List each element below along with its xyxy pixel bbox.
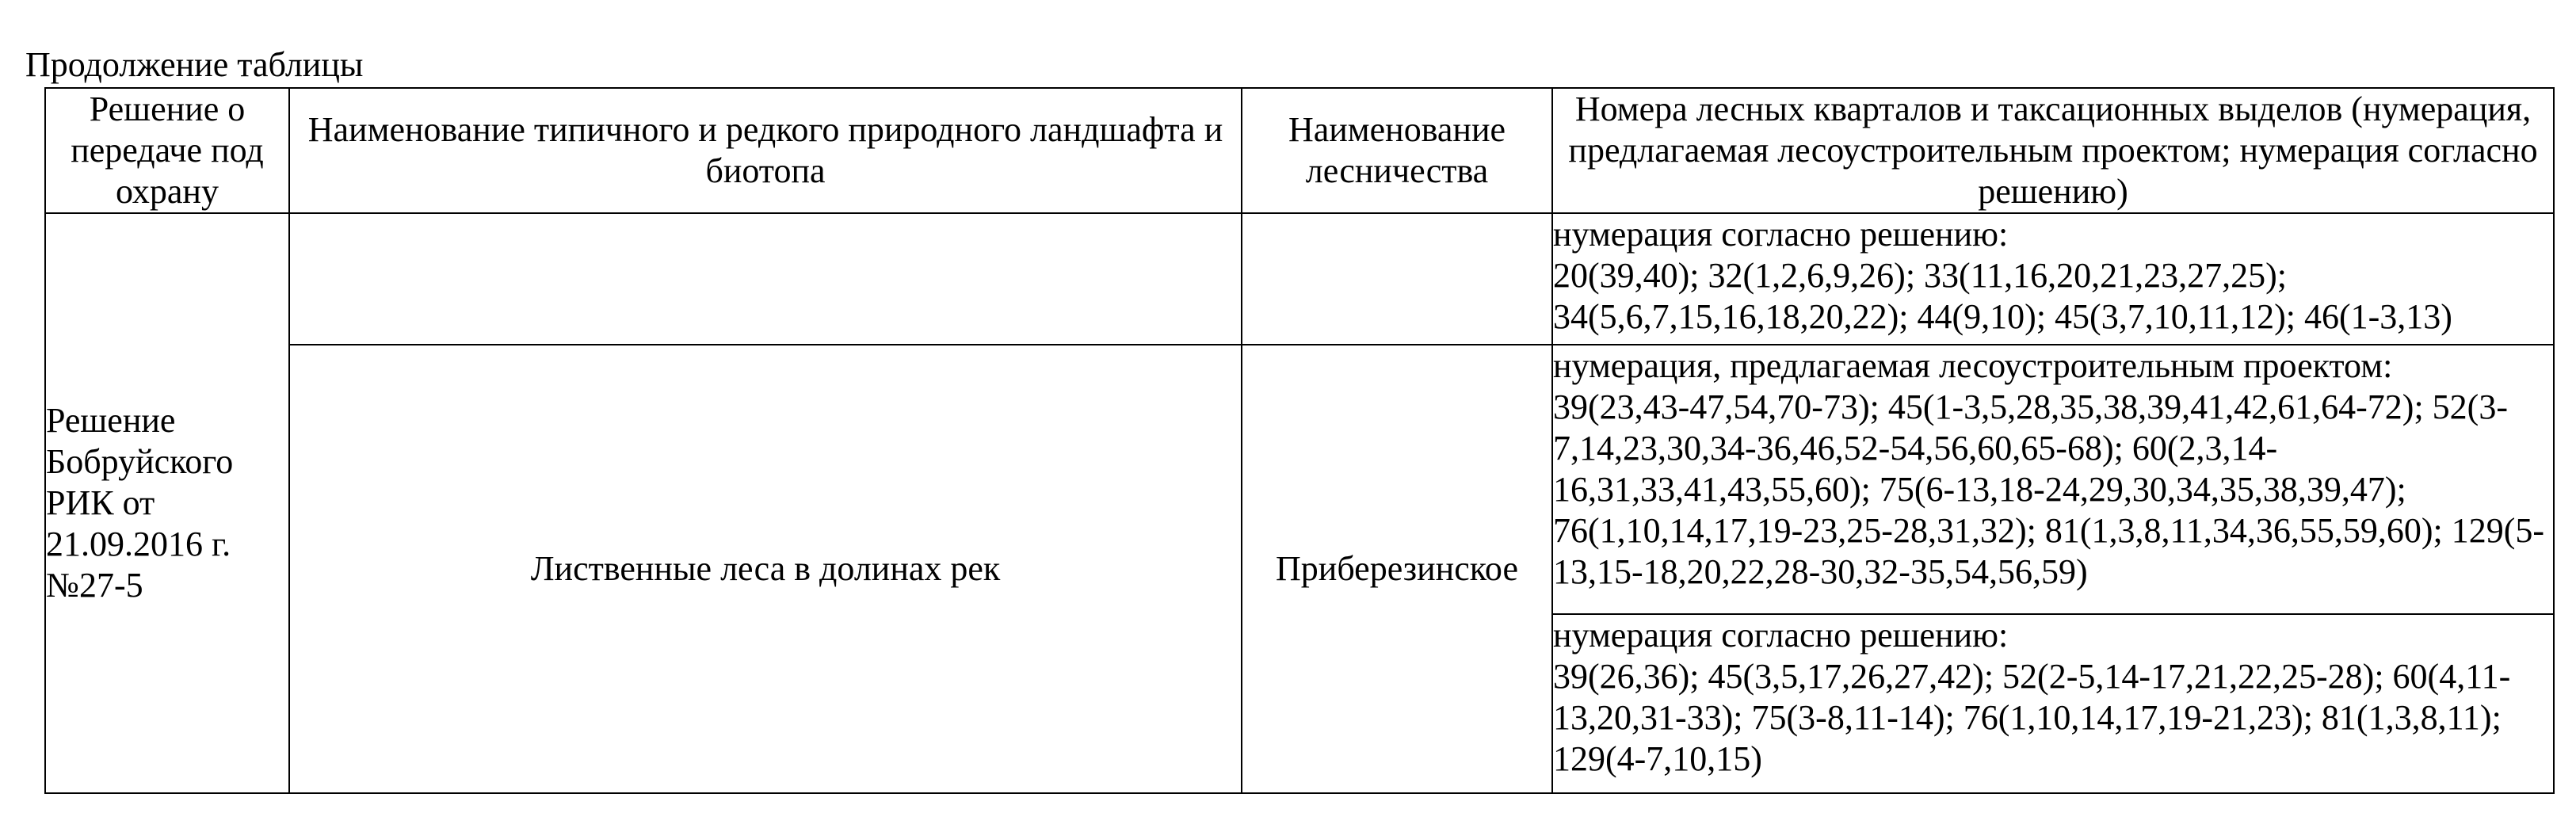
quarters-cell-decision-numbering-2 <box>1552 614 2554 793</box>
numbering-values: 39(26,36); 45(3,5,17,26,27,42); 52(2-5,14-17,21,22,25-28); 60(4,11-13,20,31-33); 75(3-8,11-14); 76(1,10,14,17,19-21,23); 81(1,3,8,11); 129(4-7,10,15) <box>1553 657 2511 778</box>
forest-quarters-table <box>44 87 2555 794</box>
header-landscape: Наименование типичного и редкого природного ландшафта и биотопа <box>289 88 1242 213</box>
numbering-values: 20(39,40); 32(1,2,6,9,26); 33(11,16,20,21,23,27,25); 34(5,6,7,15,16,18,20,22); 44(9,10); 45(3,7,10,11,12); 46(1-3,13) <box>1553 256 2452 336</box>
forestry-empty-cell <box>1242 213 1552 345</box>
header-decision: Решение о передаче под охрану <box>45 88 289 213</box>
landscape-empty-cell <box>289 213 1242 345</box>
quarters-cell-decision-numbering <box>1552 213 2554 345</box>
numbering-label: нумерация, предлагаемая лесоустроительным проектом: <box>1553 346 2393 385</box>
numbering-values: 39(23,43-47,54,70-73); 45(1-3,5,28,35,38,39,41,42,61,64-72); 52(3-7,14,23,30,34-36,46,52-54,56,60,65-68); 60(2,3,14-16,31,33,41,43,55,60); 75(6-13,18-24,29,30,34,35,38,39,47); 76(1,10,14,17,19-23,25-28,31,32); 81(1,3,8,11,34,36,55,59,60); 129(5-13,15-18,20,22,28-30,32-35,54,56,59) <box>1553 387 2545 591</box>
quarters-cell-project-numbering <box>1552 345 2554 614</box>
forestry-cell: Приберезинское <box>1242 345 1552 793</box>
table-caption: Продолжение таблицы <box>25 45 364 84</box>
header-forestry: Наименование лесничества <box>1242 88 1552 213</box>
landscape-cell: Лиственные леса в долинах рек <box>289 345 1242 793</box>
header-row <box>45 88 2554 213</box>
numbering-label: нумерация согласно решению: <box>1553 215 2009 254</box>
numbering-label: нумерация согласно решению: <box>1553 616 2009 655</box>
table-row <box>45 345 2554 614</box>
decision-cell: Решение Бобруйского РИК от 21.09.2016 г. №27-5 <box>45 213 289 793</box>
header-quarters: Номера лесных кварталов и таксационных выделов (нумерация, предлагаемая лесоустроительным проектом; нумерация согласно решению) <box>1552 88 2554 213</box>
table-row <box>45 213 2554 345</box>
